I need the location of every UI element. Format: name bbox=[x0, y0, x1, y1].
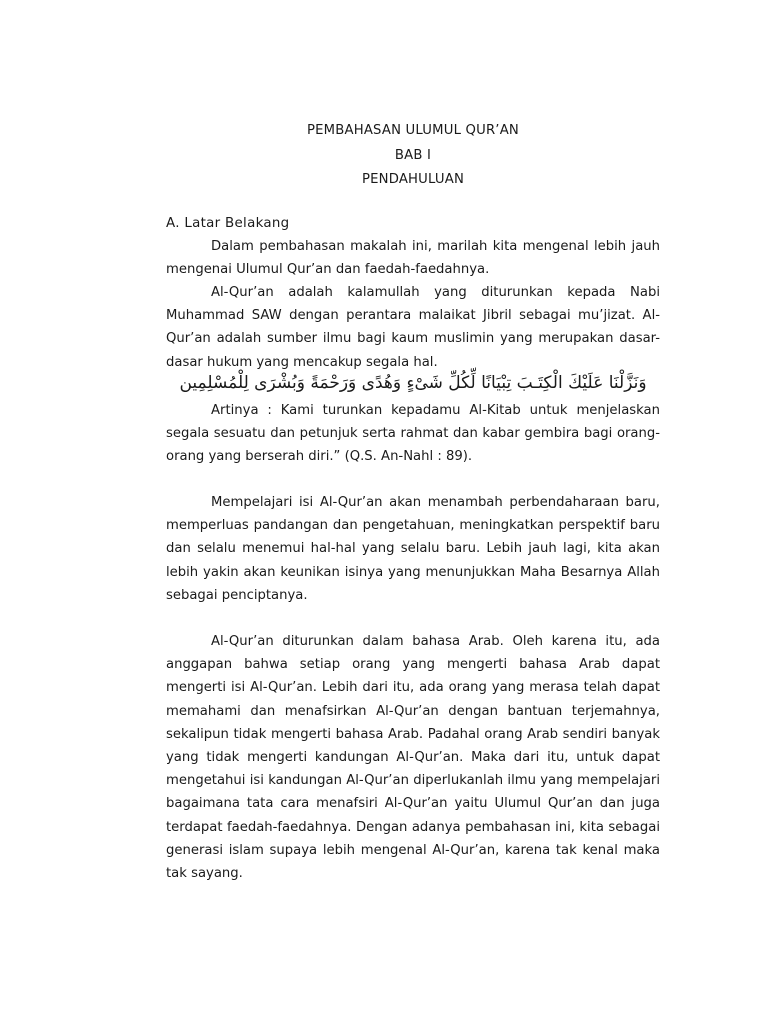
document-title bbox=[166, 119, 660, 193]
paragraph: Dalam pembahasan makalah ini, marilah kita mengenal lebih jauh mengenai Ulumul Qur’an dan faedah-faedahnya. bbox=[166, 239, 660, 278]
paragraph-block-language bbox=[166, 630, 660, 885]
title-line-chapter: BAB I bbox=[394, 147, 432, 163]
paragraph: Mempelajari isi Al-Qur’an akan menambah perbendaharaan baru, memperluas pandangan dan pengetahuan, meningkatkan perspektif baru dan selalu menemui hal-hal yang selalu baru. Lebih jauh lagi, kita akan lebih yakin akan keunikan isinya yang menunjukkan Maha Besarnya Allah sebagai penciptanya. bbox=[166, 495, 660, 603]
paragraph: Al-Qur’an diturunkan dalam bahasa Arab. Oleh karena itu, ada anggapan bahwa setiap orang yang mengerti bahasa Arab dapat mengerti isi Al-Qur’an. Lebih dari itu, ada orang yang merasa telah dapat memahami dan menafsirkan Al-Qur’an dengan bantuan terjemahnya, sekalipun tidak mengerti bahasa Arab. Padahal orang Arab sendiri banyak yang tidak mengerti kandungan Al-Qur’an. Maka dari itu, untuk dapat mengetahui isi kandungan Al-Qur’an diperlukanlah ilmu yang mempelajari bagaimana tata cara menafsiri Al-Qur’an yaitu Ulumul Qur’an dan juga terdapat faedah-faedahnya. Dengan adanya pembahasan ini, kita sebagai generasi islam supaya lebih mengenal Al-Qur’an, karena tak kenal maka tak sayang. bbox=[166, 634, 660, 882]
paragraph: Al-Qur’an adalah kalamullah yang diturunkan kepada Nabi Muhammad SAW dengan perantara malaikat Jibril sebagai mu’jizat. Al-Qur’an adalah sumber ilmu bagi kaum muslimin yang merupakan dasar-dasar hukum yang mencakup segala hal. bbox=[166, 285, 660, 370]
section-heading: A. Latar Belakang bbox=[166, 216, 290, 231]
paragraph: Artinya : Kami turunkan kepadamu Al-Kitab untuk menjelaskan segala sesuatu dan petunjuk serta rahmat dan kabar gembira bagi orang-orang yang berserah diri.” (Q.S. An-Nahl : 89). bbox=[166, 403, 660, 465]
paragraph-block-intro bbox=[166, 235, 660, 281]
paragraph-block-translation bbox=[166, 399, 660, 469]
arabic-verse: وَنَزَّلْنَا عَلَيْكَ الْكِتَـبَ تِبْيَانًا لِّكُلِّ شَىْءٍ وَهُدًى وَرَحْمَةً وَبُشْرَى لِلْمُسْلِمِين bbox=[179, 373, 647, 393]
title-line-section: PENDAHULUAN bbox=[361, 172, 465, 187]
paragraph-block-benefits bbox=[166, 491, 660, 607]
paragraph-block-quran bbox=[166, 281, 660, 374]
title-line-main: PEMBAHASAN ULUMUL QUR’AN bbox=[306, 123, 519, 138]
